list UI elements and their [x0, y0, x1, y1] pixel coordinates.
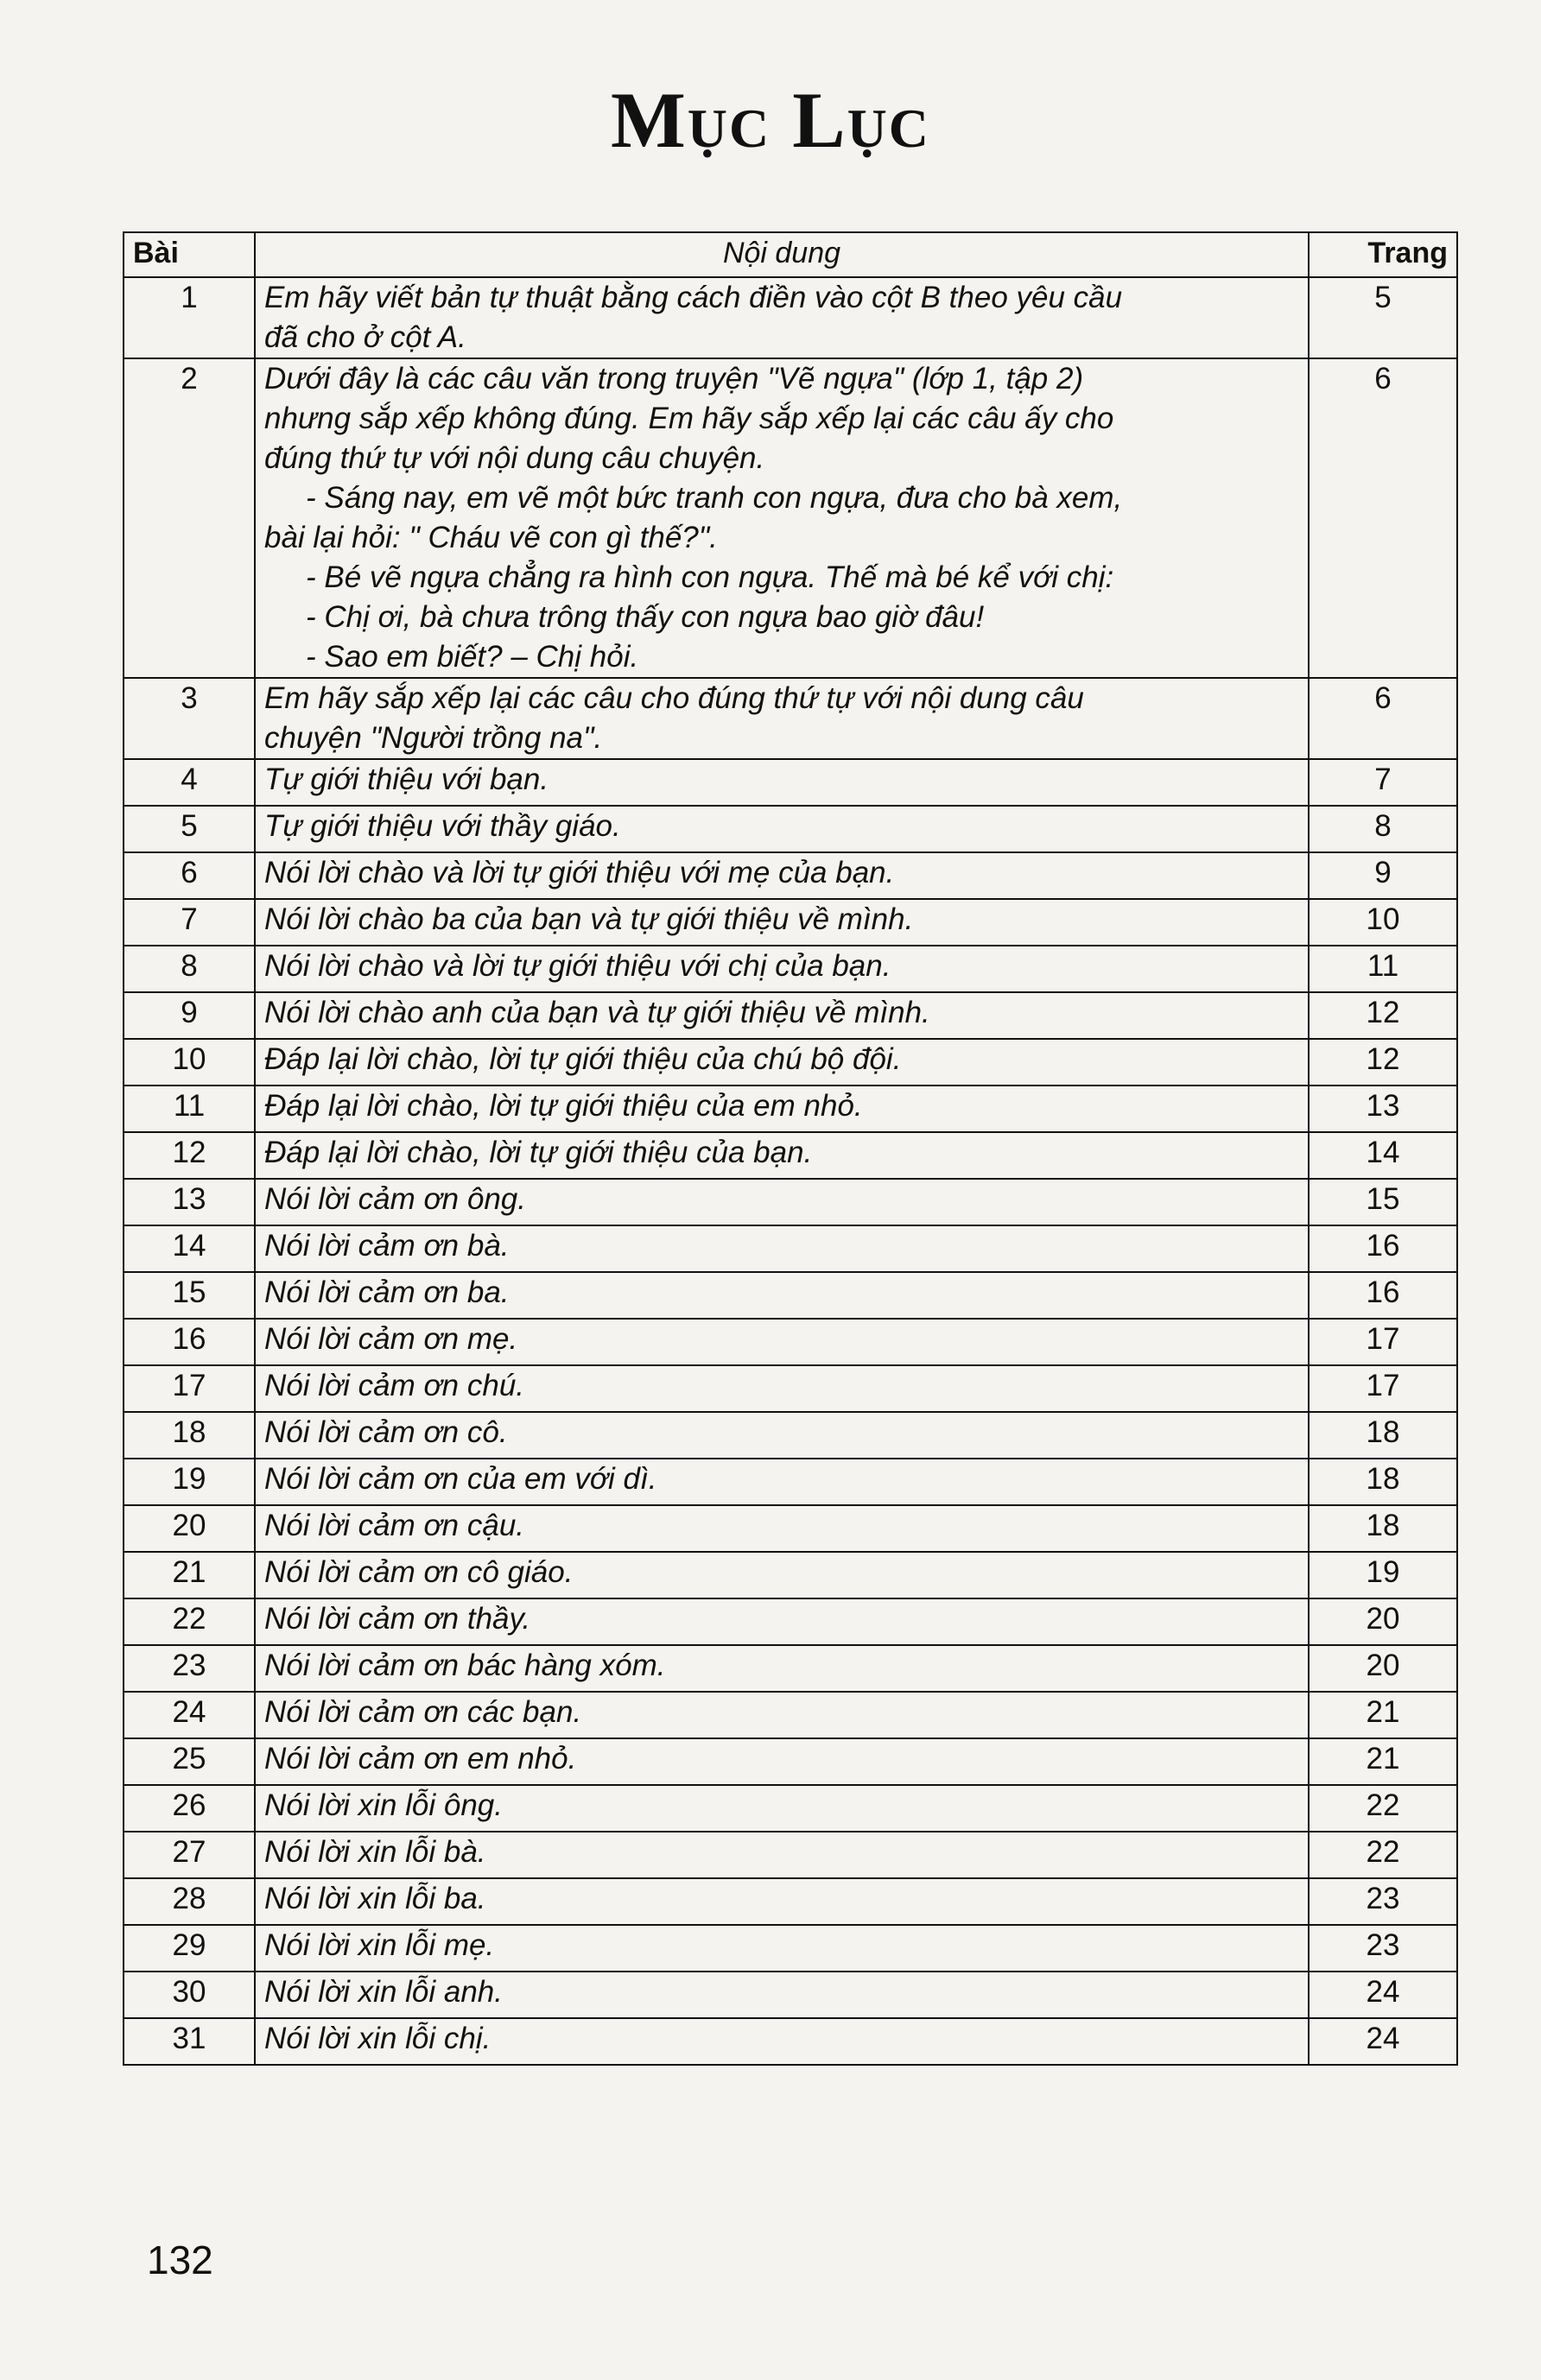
content-line: Đáp lại lời chào, lời tự giới thiệu của em nhỏ. — [264, 1089, 863, 1123]
page-ref: 18 — [1309, 1505, 1457, 1552]
page-ref: 24 — [1309, 1972, 1457, 2018]
lesson-content — [255, 1598, 1309, 1645]
lesson-content — [255, 1132, 1309, 1179]
lesson-content — [255, 1738, 1309, 1785]
page-ref: 6 — [1309, 358, 1457, 678]
content-line: Nói lời xin lỗi anh. — [264, 1975, 504, 2009]
lesson-number: 24 — [124, 1692, 255, 1738]
page-ref: 8 — [1309, 806, 1457, 852]
lesson-number: 8 — [124, 946, 255, 992]
lesson-content — [255, 1878, 1309, 1925]
lesson-content — [255, 1319, 1309, 1365]
lesson-number: 15 — [124, 1272, 255, 1319]
page-ref: 13 — [1309, 1086, 1457, 1132]
table-row — [124, 806, 1457, 852]
table-row — [124, 759, 1457, 806]
page-ref: 9 — [1309, 852, 1457, 899]
table-row — [124, 2018, 1457, 2065]
page-ref: 18 — [1309, 1412, 1457, 1459]
content-line: Tự giới thiệu với bạn. — [264, 763, 549, 796]
page-ref: 6 — [1309, 678, 1457, 759]
lesson-content — [255, 992, 1309, 1039]
table-row — [124, 1086, 1457, 1132]
page-ref: 14 — [1309, 1132, 1457, 1179]
content-line: Nói lời xin lỗi ông. — [264, 1788, 504, 1822]
lesson-content — [255, 852, 1309, 899]
content-line: đã cho ở cột A. — [264, 320, 466, 354]
lesson-content — [255, 1785, 1309, 1832]
table-row — [124, 852, 1457, 899]
page-ref: 12 — [1309, 992, 1457, 1039]
content-line: - Sao em biết? – Chị hỏi. — [306, 640, 639, 674]
table-row — [124, 1832, 1457, 1878]
content-line: nhưng sắp xếp không đúng. Em hãy sắp xếp lại các câu ấy cho — [264, 402, 1114, 435]
lesson-number: 11 — [124, 1086, 255, 1132]
table-row — [124, 1598, 1457, 1645]
lesson-number: 7 — [124, 899, 255, 946]
table-row — [124, 1412, 1457, 1459]
table-row — [124, 1365, 1457, 1412]
table-row — [124, 1738, 1457, 1785]
lesson-number: 6 — [124, 852, 255, 899]
page-ref: 16 — [1309, 1272, 1457, 1319]
content-line: Nói lời chào anh của bạn và tự giới thiệu về mình. — [264, 996, 930, 1029]
header-noi-dung: Nội dung — [255, 232, 1309, 277]
table-row — [124, 1925, 1457, 1972]
lesson-number: 26 — [124, 1785, 255, 1832]
content-line: - Chị ơi, bà chưa trông thấy con ngựa bao giờ đâu! — [306, 600, 985, 634]
content-line: Nói lời cảm ơn thầy. — [264, 1602, 531, 1636]
content-line: Nói lời xin lỗi mẹ. — [264, 1928, 495, 1962]
lesson-content — [255, 1039, 1309, 1086]
lesson-number: 2 — [124, 358, 255, 678]
lesson-content — [255, 1365, 1309, 1412]
table-row — [124, 1878, 1457, 1925]
content-line: Nói lời cảm ơn bà. — [264, 1229, 510, 1263]
lesson-content — [255, 899, 1309, 946]
content-line: Nói lời cảm ơn em nhỏ. — [264, 1742, 577, 1776]
header-trang: Trang — [1309, 232, 1457, 277]
lesson-content — [255, 1552, 1309, 1598]
page-ref: 23 — [1309, 1925, 1457, 1972]
table-row — [124, 358, 1457, 678]
lesson-content — [255, 1925, 1309, 1972]
lesson-number: 29 — [124, 1925, 255, 1972]
lesson-content — [255, 806, 1309, 852]
lesson-number: 30 — [124, 1972, 255, 2018]
table-row — [124, 1552, 1457, 1598]
lesson-number: 23 — [124, 1645, 255, 1692]
content-line: Nói lời xin lỗi ba. — [264, 1882, 486, 1915]
page-ref: 22 — [1309, 1785, 1457, 1832]
lesson-content — [255, 946, 1309, 992]
table-row — [124, 1272, 1457, 1319]
content-line: - Bé vẽ ngựa chẳng ra hình con ngựa. Thế mà bé kể với chị: — [306, 560, 1114, 594]
content-line: Dưới đây là các câu văn trong truyện "Vẽ ngựa" (lớp 1, tập 2) — [264, 362, 1084, 396]
table-row — [124, 1225, 1457, 1272]
page-ref: 24 — [1309, 2018, 1457, 2065]
page-ref: 16 — [1309, 1225, 1457, 1272]
content-line: Nói lời cảm ơn cô giáo. — [264, 1555, 574, 1589]
content-line: Đáp lại lời chào, lời tự giới thiệu của chú bộ đội. — [264, 1042, 902, 1076]
lesson-number: 21 — [124, 1552, 255, 1598]
table-row — [124, 1692, 1457, 1738]
page-ref: 21 — [1309, 1692, 1457, 1738]
page-ref: 20 — [1309, 1598, 1457, 1645]
page-ref: 22 — [1309, 1832, 1457, 1878]
table-row — [124, 946, 1457, 992]
table-row — [124, 1972, 1457, 2018]
lesson-number: 22 — [124, 1598, 255, 1645]
table-row — [124, 1785, 1457, 1832]
content-line: - Sáng nay, em vẽ một bức tranh con ngựa, đưa cho bà xem, — [306, 481, 1123, 515]
table-row — [124, 1645, 1457, 1692]
lesson-content — [255, 1692, 1309, 1738]
page-ref: 19 — [1309, 1552, 1457, 1598]
page-ref: 11 — [1309, 946, 1457, 992]
page-ref: 21 — [1309, 1738, 1457, 1785]
page-ref: 15 — [1309, 1179, 1457, 1225]
lesson-number: 14 — [124, 1225, 255, 1272]
lesson-content — [255, 1505, 1309, 1552]
table-row — [124, 1319, 1457, 1365]
lesson-content — [255, 1086, 1309, 1132]
content-line: Nói lời cảm ơn ba. — [264, 1275, 510, 1309]
lesson-content — [255, 1412, 1309, 1459]
content-line: Nói lời cảm ơn cô. — [264, 1415, 508, 1449]
page-ref: 20 — [1309, 1645, 1457, 1692]
lesson-number: 5 — [124, 806, 255, 852]
content-line: Nói lời chào và lời tự giới thiệu với mẹ của bạn. — [264, 856, 895, 889]
lesson-number: 31 — [124, 2018, 255, 2065]
content-line: Em hãy sắp xếp lại các câu cho đúng thứ tự với nội dung câu — [264, 681, 1084, 715]
lesson-content — [255, 759, 1309, 806]
content-line: chuyện "Người trồng na". — [264, 721, 603, 755]
page-ref: 10 — [1309, 899, 1457, 946]
lesson-number: 27 — [124, 1832, 255, 1878]
page-ref: 5 — [1309, 277, 1457, 358]
table-row — [124, 1179, 1457, 1225]
lesson-content — [255, 1179, 1309, 1225]
lesson-number: 9 — [124, 992, 255, 1039]
table-of-contents — [123, 231, 1458, 2066]
lesson-content — [255, 2018, 1309, 2065]
page-ref: 17 — [1309, 1319, 1457, 1365]
content-line: Nói lời xin lỗi chị. — [264, 2022, 491, 2055]
content-line: Nói lời cảm ơn cậu. — [264, 1509, 525, 1542]
page-ref: 12 — [1309, 1039, 1457, 1086]
content-line: Nói lời chào ba của bạn và tự giới thiệu về mình. — [264, 902, 914, 936]
page-ref: 18 — [1309, 1459, 1457, 1505]
content-line: Nói lời cảm ơn bác hàng xóm. — [264, 1649, 666, 1682]
page-title: Mục Lục — [610, 76, 931, 164]
content-line: đúng thứ tự với nội dung câu chuyện. — [264, 441, 765, 475]
content-line: Nói lời cảm ơn ông. — [264, 1182, 526, 1216]
lesson-number: 4 — [124, 759, 255, 806]
lesson-number: 25 — [124, 1738, 255, 1785]
table-row — [124, 277, 1457, 358]
lesson-number: 17 — [124, 1365, 255, 1412]
lesson-content — [255, 358, 1309, 678]
content-line: Nói lời chào và lời tự giới thiệu với chị của bạn. — [264, 949, 891, 983]
page-ref: 23 — [1309, 1878, 1457, 1925]
table-row — [124, 992, 1457, 1039]
lesson-number: 13 — [124, 1179, 255, 1225]
content-line: Nói lời cảm ơn mẹ. — [264, 1322, 518, 1356]
content-line: Nói lời cảm ơn các bạn. — [264, 1695, 582, 1729]
lesson-content — [255, 277, 1309, 358]
page-ref: 17 — [1309, 1365, 1457, 1412]
lesson-number: 18 — [124, 1412, 255, 1459]
table-row — [124, 1039, 1457, 1086]
content-line: Nói lời cảm ơn chú. — [264, 1369, 525, 1402]
content-line: bài lại hỏi: " Cháu vẽ con gì thế?". — [264, 521, 718, 554]
table-header-row — [124, 232, 1457, 277]
lesson-number: 19 — [124, 1459, 255, 1505]
lesson-number: 12 — [124, 1132, 255, 1179]
content-line: Nói lời cảm ơn của em với dì. — [264, 1462, 657, 1496]
lesson-content — [255, 1972, 1309, 2018]
lesson-number: 28 — [124, 1878, 255, 1925]
table-row — [124, 678, 1457, 759]
header-bai: Bài — [124, 232, 255, 277]
lesson-content — [255, 1645, 1309, 1692]
lesson-content — [255, 1459, 1309, 1505]
lesson-number: 16 — [124, 1319, 255, 1365]
table-row — [124, 1459, 1457, 1505]
content-line: Em hãy viết bản tự thuật bằng cách điền vào cột B theo yêu cầu — [264, 281, 1123, 314]
table-body — [124, 277, 1457, 2065]
lesson-number: 3 — [124, 678, 255, 759]
content-line: Tự giới thiệu với thầy giáo. — [264, 809, 621, 843]
lesson-number: 1 — [124, 277, 255, 358]
lesson-number: 10 — [124, 1039, 255, 1086]
lesson-content — [255, 678, 1309, 759]
table-row — [124, 899, 1457, 946]
lesson-number: 20 — [124, 1505, 255, 1552]
content-line: Nói lời xin lỗi bà. — [264, 1835, 486, 1869]
content-line: Đáp lại lời chào, lời tự giới thiệu của bạn. — [264, 1136, 813, 1169]
page-number: 132 — [147, 2238, 213, 2282]
lesson-content — [255, 1832, 1309, 1878]
lesson-content — [255, 1272, 1309, 1319]
page-ref: 7 — [1309, 759, 1457, 806]
lesson-content — [255, 1225, 1309, 1272]
table-row — [124, 1132, 1457, 1179]
table-row — [124, 1505, 1457, 1552]
